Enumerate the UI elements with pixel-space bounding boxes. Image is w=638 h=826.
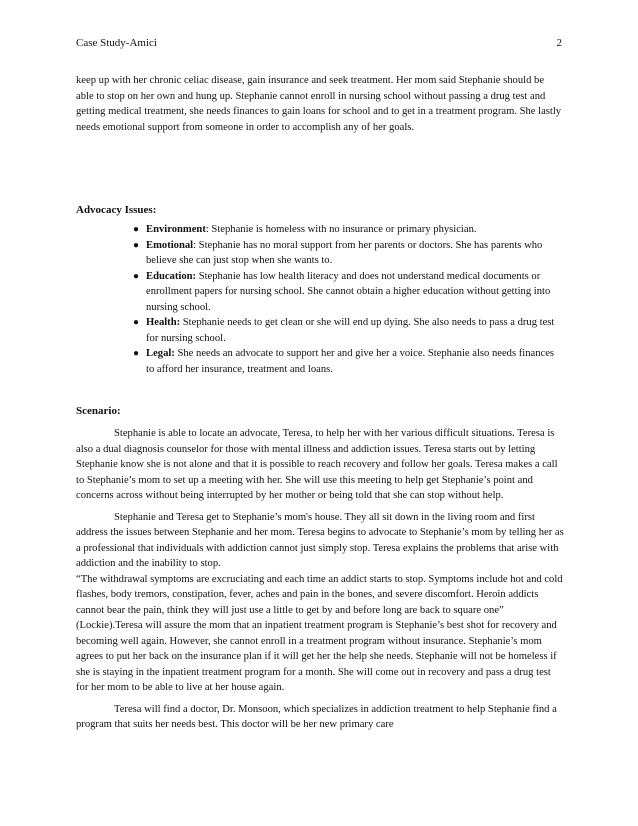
page-number: 2 (556, 37, 562, 49)
bullet-icon: ● (133, 317, 140, 328)
list-item (76, 346, 564, 377)
page-header (76, 36, 562, 52)
scenario-paragraph: Stephanie and Teresa get to Stephanie’s mom's house. They all sit down in the living room and first address the issues between Stephanie and her mom. Teresa begins to advocate to Stephanie’s mom by telling her as a professional that individuals with addiction cannot just simply stop. Teresa explains the problems that arise with addiction and the inability to stop. (76, 511, 564, 569)
issue-term: Health: (146, 317, 181, 328)
issue-text: : Stephanie is homeless with no insurance or primary physician. (205, 224, 477, 235)
issue-term: Emotional (146, 239, 194, 251)
scenario-paragraph: Teresa will find a doctor, Dr. Monsoon, which specializes in addiction treatment to help Stephanie find a program that suits her needs best. This doctor will be her new primary care (76, 703, 557, 730)
bullet-icon: ● (133, 270, 140, 282)
running-title: Case Study-Amici (76, 37, 157, 49)
scenario-paragraph: Stephanie is able to locate an advocate, Teresa, to help her with her various difficult situations. Teresa is also a dual diagnosis counselor for those with mental illness and addiction issues. Teresa starts out by letting Stephanie know she is not alone and that it is possible to reach recovery and follow her goals. Teresa makes a call to Stephanie’s mom to set up a meeting with her. She will use this meeting to help get Stephanie’s point and concerns across without being interrupted by her mother or being told that she can stop without help. (76, 428, 558, 501)
intro-section (76, 73, 564, 135)
intro-paragraph: keep up with her chronic celiac disease, gain insurance and seek treatment. Her mom said Stephanie should be able to stop on her own and hung up. Stephanie cannot enroll in nursing school without passing a drug test and getting medical treatment, she needs finances to gain loans for school and to get in a treatment program. She lastly needs emotional support from someone in order to accomplish any of her goals. (76, 75, 562, 133)
list-item (76, 238, 564, 269)
scenario-paragraph: “The withdrawal symptoms are excruciating and each time an addict starts to stop. Symptoms include hot and cold flashes, body tremors, constipation, fever, aches and pain in the bones, and severe discomfort. Heroin addicts cannot bear the pain, think they will just use a little to get by and before long are back to square one” (Lockie).Teresa will assure the mom that an inpatient treatment program is Stephanie’s best shot for recovery and becoming well again. However, she cannot enroll in a treatment program without insurance. Stephanie’s mom agrees to put her back on the insurance plan if it will get her the help she needs. Stephanie will not be homeless if she is staying in the inpatient treatment program for a month. She will come out in recovery and pass a drug test for her mom to be able to live at her house again. (76, 573, 563, 693)
issue-text: Stephanie has low health literacy and does not understand medical documents or enrollment papers for nursing school. She cannot obtain a higher education without getting into nursing school. (146, 270, 551, 313)
list-item (76, 222, 564, 238)
scenario-heading: Scenario: (76, 405, 121, 417)
issue-term: Legal: (146, 348, 175, 359)
scenario-body (76, 426, 564, 733)
advocacy-list (76, 222, 564, 377)
bullet-icon: ● (133, 239, 140, 251)
bullet-icon: ● (133, 224, 140, 235)
list-item (76, 269, 564, 316)
issue-text: Stephanie needs to get clean or she will end up dying. She also needs to pass a drug test for nursing school. (146, 317, 555, 344)
issue-term: Environment (146, 224, 206, 235)
issue-text: : Stephanie has no moral support from her parents or doctors. She has parents who believe she can just stop when she wants to. (146, 239, 543, 266)
list-item (76, 315, 564, 346)
advocacy-heading: Advocacy Issues: (76, 204, 157, 216)
bullet-icon: ● (133, 348, 140, 359)
issue-text: She needs an advocate to support her and give her a voice. Stephanie also needs finances to afford her insurance, treatment and loans. (146, 348, 555, 375)
issue-term: Education: (146, 270, 197, 282)
